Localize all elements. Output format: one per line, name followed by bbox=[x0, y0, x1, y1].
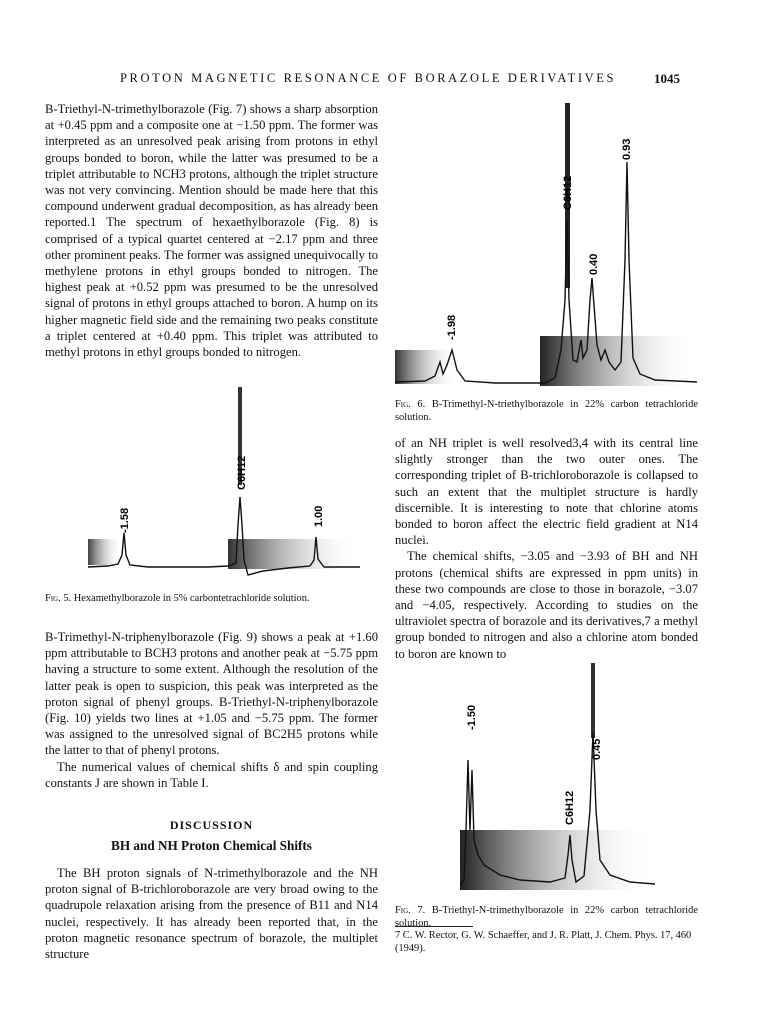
baseline-shading-left bbox=[88, 539, 122, 565]
footnote-rule bbox=[395, 926, 473, 927]
paragraph: The BH proton signals of N-trimethylborazole and the NH proton signal of B-trichloroborazole are very broad owing to the quadrupole relaxation arising from the presence of B11 and N14 nuclei, respectively. It has already been reported that, in the proton magnetic resonance spectrum of borazole, the multiplet structure bbox=[45, 866, 378, 962]
paragraph: The numerical values of chemical shifts δ and spin coupling constants J are shown in Table I. bbox=[45, 759, 378, 790]
caption-label: Fig. 5. bbox=[45, 593, 72, 604]
figure-5-caption bbox=[45, 592, 375, 605]
paragraph: The chemical shifts, −3.05 and −3.93 of BH and NH protons (chemical shifts are expressed in ppm units) in these two compounds are close to those in borazole, −3.07 and −4.05, respectively. According to studies on the ultraviolet spectra of borazole and its derivatives,7 a methyl group bonded to nitrogen and also a chlorine atom bonded to boron are known to bbox=[395, 549, 698, 661]
peak-label: 1.00 bbox=[313, 505, 325, 527]
peak-label: 0.40 bbox=[588, 253, 600, 275]
peak-label: 0.45 bbox=[591, 738, 603, 760]
figure-7-spectrum bbox=[460, 660, 655, 895]
running-head: PROTON MAGNETIC RESONANCE OF BORAZOLE DERIVATIVES bbox=[120, 71, 617, 85]
caption-text: Hexamethylborazole in 5% carbontetrachloride solution. bbox=[73, 593, 310, 604]
caption-label: Fig. 6. bbox=[395, 399, 426, 410]
peak-label: -1.58 bbox=[119, 507, 131, 533]
peak-label: C6H12 bbox=[236, 455, 248, 490]
peak-label: -1.50 bbox=[466, 704, 478, 730]
peak-label: -1.98 bbox=[446, 314, 458, 340]
paragraph: of an NH triplet is well resolved3,4 with its central line slightly stronger than the two outer ones. The corresponding triplet of B-trichloroborazole is collapsed to such an extent that the multiplet structure is hardly discernible. It is interesting to note that chlorine atoms bonded to boron affect the electric field gradient at N14 nuclei. bbox=[395, 436, 698, 548]
reference-marker-bar bbox=[591, 663, 595, 738]
paragraph: B-Trimethyl-N-triphenylborazole (Fig. 9) shows a peak at +1.60 ppm attributable to BCH3 protons and another peak at −5.75 ppm having a structure to some extent. Although the resolution of the latter peak is open to suspicion, this peak was interpreted as the proton signal of phenyl groups. B-Triethyl-N-triphenylborazole (Fig. 10) yields two lines at +1.05 and −5.75 ppm. The former was assigned to the unresolved signal of BC2H5 protons while the latter to that of phenyl protons. bbox=[45, 630, 378, 758]
right-column-middle bbox=[395, 435, 698, 662]
footnote: 7 C. W. Rector, G. W. Schaeffer, and J. R. Platt, J. Chem. Phys. 17, 460 (1949). bbox=[395, 930, 692, 954]
subsection-heading: BH and NH Proton Chemical Shifts bbox=[111, 838, 312, 853]
left-column-discussion bbox=[45, 865, 378, 962]
peak-label: C6H12 bbox=[562, 175, 574, 210]
baseline-shading-left bbox=[395, 350, 457, 384]
left-column-bottom bbox=[45, 629, 378, 791]
peak-label: 0.93 bbox=[621, 138, 633, 160]
page-number: 1045 bbox=[654, 71, 680, 86]
baseline-shading-right bbox=[540, 336, 697, 386]
left-column-top bbox=[45, 101, 378, 360]
caption-text: B-Triethyl-N-trimethylborazole in 22% carbon tetrachloride solution. bbox=[395, 905, 698, 929]
caption-text: B-Trimethyl-N-triethylborazole in 22% carbon tetrachloride solution. bbox=[395, 399, 698, 423]
section-heading: DISCUSSION bbox=[169, 818, 254, 832]
baseline-shading-right bbox=[228, 539, 360, 569]
figure-6-caption bbox=[395, 398, 698, 424]
caption-label: Fig. 7. bbox=[395, 905, 426, 916]
figure-6-spectrum bbox=[395, 100, 697, 395]
page-header bbox=[120, 71, 680, 89]
figure-5-spectrum bbox=[88, 385, 360, 580]
peak-label: C6H12 bbox=[564, 790, 576, 825]
paragraph: B-Triethyl-N-trimethylborazole (Fig. 7) shows a sharp absorption at +0.45 ppm and a composite one at −1.50 ppm. The former was interpreted as an unresolved peak arising from protons in ethyl groups bonded to boron, while the latter was presumed to be a triplet attributable to NCH3 protons, although the triplet structure was not very convincing. Mention should be made here that this compound underwent gradual decomposition, as has already been reported.1 The spectrum of hexaethylborazole (Fig. 8) is comprised of a typical quartet centered at −2.17 ppm and three other prominent peaks. The former was assigned unequivocally to methylene protons in ethyl groups bonded to nitrogen. The highest peak at +0.52 ppm was presumed to be the unresolved signal of protons in ethyl groups attached to boron. A hump on its higher magnetic field side and the remaining two peaks constitute a triplet centered at +0.40 ppm. This triplet was attributed to methyl protons in ethyl groups bonded to nitrogen. bbox=[45, 102, 378, 360]
